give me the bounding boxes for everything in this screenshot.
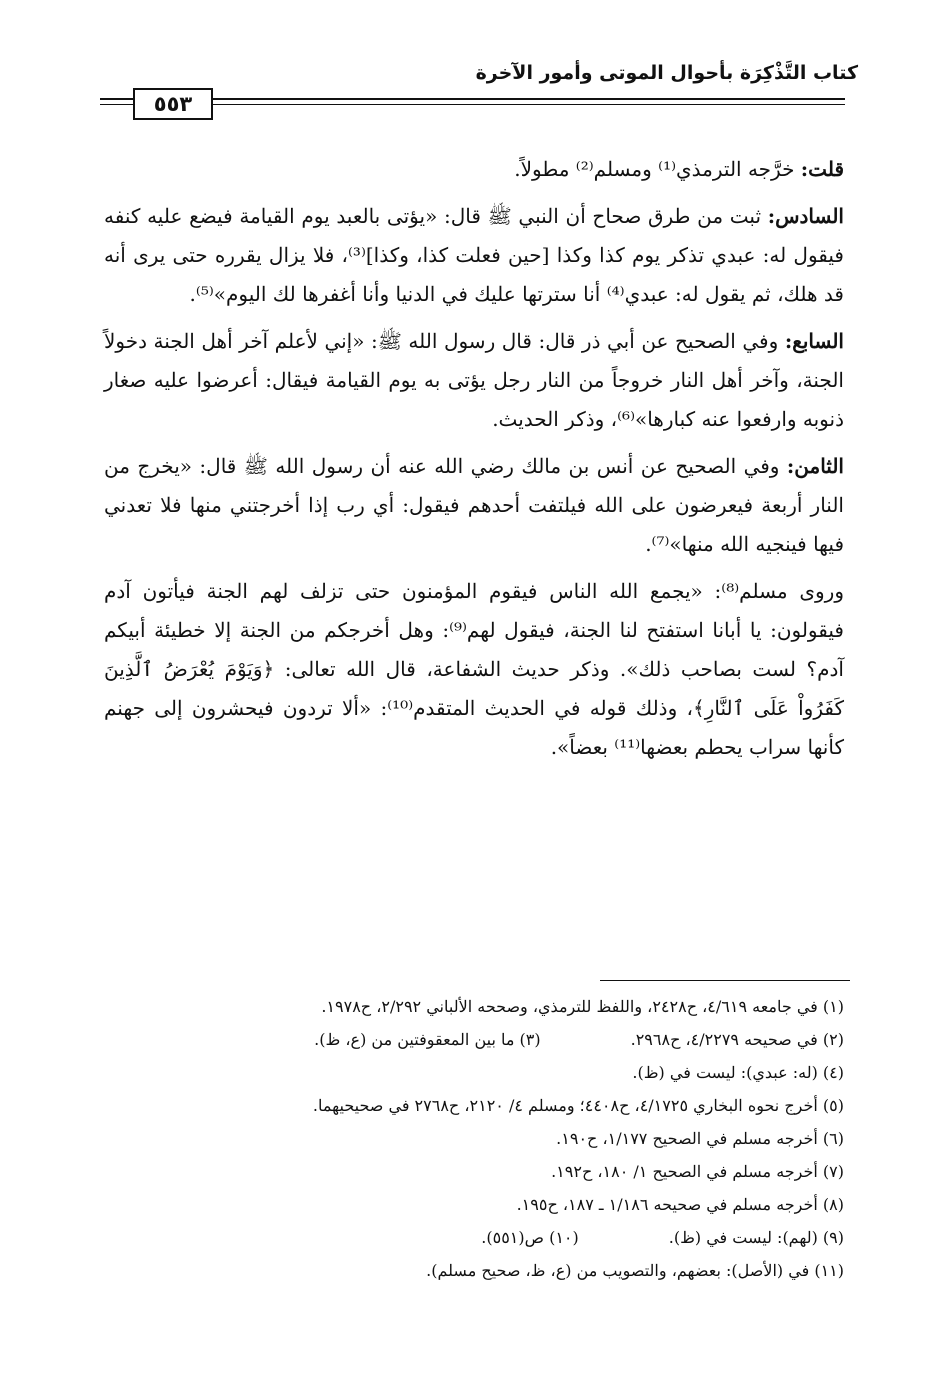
paragraph-lead: الثامن: — [786, 454, 844, 478]
paragraph-text: ثبت من طرق صحاح أن النبي ﷺ قال: «يؤتى بالعبد يوم القيامة فيضع عليه كنفه فيقول له: عبدي تذكر يوم كذا وكذا [حين فعلت كذا، وكذا]⁽³⁾، فلا يزال يقرره حتى يرى أنه قد هلك، ثم يقول له: عبدي⁽⁴⁾ أنا سترتها عليك في الدنيا وأنا أغفرها لك اليوم»⁽⁵⁾. — [104, 204, 844, 306]
paragraph-1 — [104, 150, 844, 189]
paragraph-text: وروى مسلم⁽⁸⁾: «يجمع الله الناس فيقوم المؤمنون حتى تزلف لهم الجنة فيأتون آدم فيقولون: يا أبانا استفتح لنا الجنة، فيقول لهم⁽⁹⁾: وهل أخرجكم من الجنة إلا خطيئة أبيكم آدم؟ لست بصاحب ذلك». وذكر حديث الشفاعة، قال الله تعالى: ﴿وَيَوْمَ يُعْرَضُ ٱلَّذِينَ كَفَرُواْ عَلَى ٱلنَّارِ﴾، وذلك قوله في الحديث المتقدم⁽¹⁰⁾: «ألا تردون فيحشرون إلى جهنم كأنها سراب يحطم بعضها⁽¹¹⁾ بعضاً». — [104, 579, 845, 759]
footnotes — [104, 990, 844, 1287]
paragraph-lead: قلت: — [800, 157, 844, 181]
footnote-10: (١٠) ص(٥٥١). — [481, 1228, 579, 1247]
paragraph-lead: السادس: — [767, 204, 844, 228]
footnote-7: (٧) أخرجه مسلم في الصحيح ١/ ١٨٠، ح١٩٢. — [551, 1162, 844, 1181]
footnote-11: (١١) في (الأصل): بعضهم، والتصويب من (ع، ظ، صحيح مسلم). — [426, 1261, 844, 1280]
page-number: ٥٥٣ — [133, 88, 213, 120]
paragraph-text: خرَّجه الترمذي⁽¹⁾ ومسلم⁽²⁾ مطولاً. — [514, 157, 801, 181]
footnote-2: (٢) في صحيحه ٤/٢٢٧٩، ح٢٩٦٨. — [630, 1030, 844, 1049]
paragraph-text: وفي الصحيح عن أبي ذر قال: قال رسول الله ﷺ: «إني لأعلم آخر أهل الجنة دخولاً الجنة، وآخر أهل النار خروجاً من النار رجل يؤتى به يوم القيامة فيقال: أعرضوا عليه صغار ذنوبه وارفعوا عنه كبارها»⁽⁶⁾، وذكر الحديث. — [104, 329, 844, 431]
footnote-1: (١) في جامعه ٤/٦١٩، ح٢٤٢٨، واللفظ للترمذي، وصححه الألباني ٢/٢٩٢، ح١٩٧٨. — [321, 997, 844, 1016]
paragraph-text: وفي الصحيح عن أنس بن مالك رضي الله عنه أن رسول الله ﷺ قال: «يخرج من النار أربعة فيعرضون على الله فيلتفت أحدهم فيقول: أي رب إذا أخرجتني منها فلا تعدني فيها فينجيه الله منها»⁽⁷⁾. — [104, 454, 844, 556]
footnote-8: (٨) أخرجه مسلم في صحيحه ١/١٨٦ ـ ١٨٧، ح١٩٥. — [516, 1195, 844, 1214]
footnote-3: (٣) ما بين المعقوفتين من (ع، ظ). — [314, 1030, 541, 1049]
footnote-4: (٤) (له: عبدي): ليست في (ظ). — [632, 1063, 844, 1082]
paragraph-lead: السابع: — [784, 329, 844, 353]
footnote-5: (٥) أخرج نحوه البخاري ٤/١٧٢٥، ح٤٤٠٨؛ ومسلم ٤/ ٢١٢٠، ح٢٧٦٨ في صحيحيهما. — [312, 1096, 844, 1115]
footnote-row-2-3 — [104, 1023, 844, 1056]
footnote-row-9-10 — [104, 1221, 844, 1254]
running-head-title: كتاب التَّذْكِرَة بأحوال الموتى وأمور الآخرة — [475, 62, 858, 84]
main-text — [104, 150, 844, 775]
paragraph-4 — [104, 447, 844, 564]
paragraph-5 — [104, 572, 844, 767]
paragraph-2 — [104, 197, 844, 314]
paragraph-3 — [104, 322, 844, 439]
footnote-separator — [600, 980, 850, 981]
footnote-6: (٦) أخرجه مسلم في الصحيح ١/١٧٧، ح١٩٠. — [556, 1129, 844, 1148]
footnote-9: (٩) (لهم): ليست في (ظ). — [668, 1228, 844, 1247]
